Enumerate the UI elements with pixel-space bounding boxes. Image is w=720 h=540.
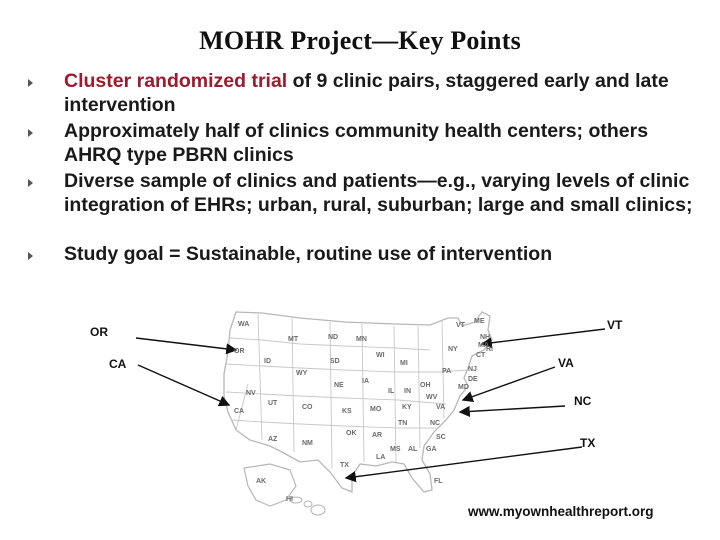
bullet-highlight: Cluster randomized trial bbox=[64, 70, 288, 92]
label-nc: NC bbox=[574, 394, 592, 408]
arrow-vt bbox=[482, 329, 605, 344]
footer-url: www.myownhealthreport.org bbox=[468, 504, 654, 519]
map-state-abbreviations: WA MT ND MN OR ID SD WY WI MI NY NE IA NV UT CO IL IN OH PA CA KS MO KY WV VA MD DE NJ CT RI MA NH VT ME TN NC OK AR SC AZ NM MS AL GA TX LA FL AK HI bbox=[234, 318, 493, 503]
slide-title: MOHR Project—Key Points bbox=[199, 26, 521, 55]
bullet-text: of 9 clinic pairs, staggered early and late intervention bbox=[64, 70, 669, 116]
label-or: OR bbox=[90, 325, 108, 339]
alaska-shape bbox=[244, 464, 296, 506]
bullet-text: Approximately half of clinics community health centers; others AHRQ type PBRN clinics bbox=[64, 120, 649, 166]
label-tx: TX bbox=[580, 436, 596, 450]
arrow-ca bbox=[138, 365, 229, 405]
hawaii-shape bbox=[290, 497, 325, 515]
label-ca: CA bbox=[109, 357, 127, 371]
arrow-or bbox=[136, 338, 236, 350]
arrow-nc bbox=[460, 406, 565, 412]
bullet-text: Study goal = Sustainable, routine use of intervention bbox=[64, 243, 553, 265]
label-vt: VT bbox=[607, 318, 623, 332]
arrow-va bbox=[463, 367, 555, 400]
bullet-text: Diverse sample of clinics and patients—e.g., varying levels of clinic integration of EHRs; urban, rural, suburban; large and small clinics; bbox=[64, 170, 693, 216]
label-va: VA bbox=[558, 356, 574, 370]
